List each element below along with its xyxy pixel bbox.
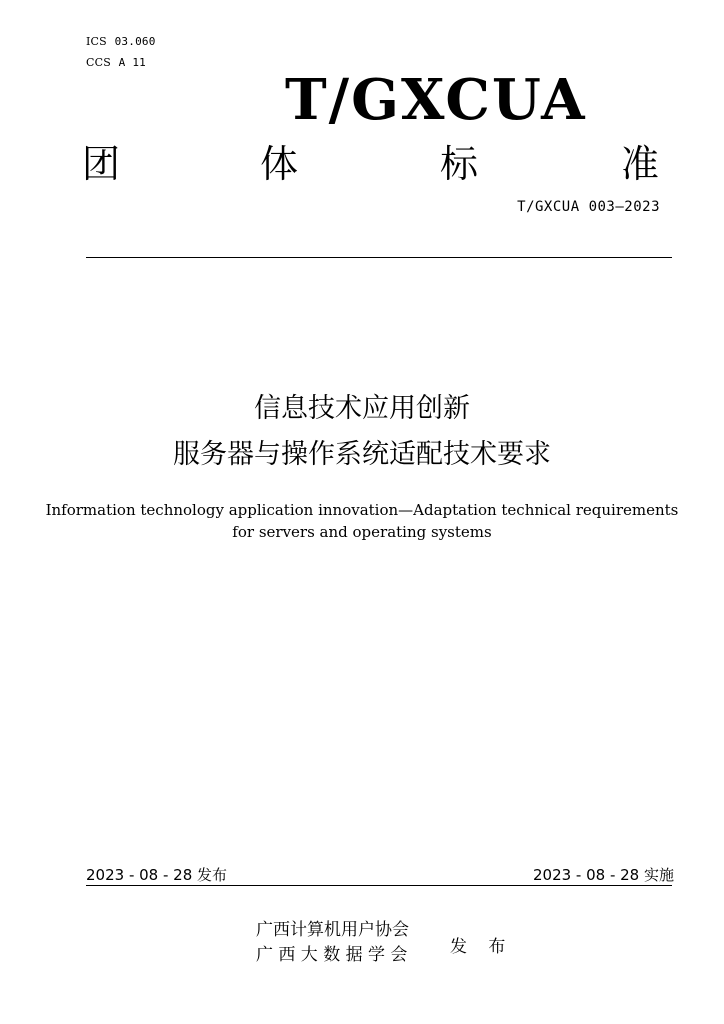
ics-line [86, 35, 156, 48]
standard-type-char-3: 标 [440, 142, 479, 186]
title-chinese-line-2: 服务器与操作系统适配技术要求 [173, 439, 551, 470]
publish-label: 发 布 [450, 937, 514, 957]
standard-brand: T/GXCUA [285, 67, 587, 133]
standard-type-char-2: 体 [260, 142, 299, 186]
publisher-org-1: 广西计算机用户协会 [256, 920, 409, 940]
ics-label: ICS [86, 35, 107, 48]
ccs-line [86, 56, 146, 69]
ccs-value: A 11 [118, 56, 146, 69]
header-divider [86, 257, 672, 258]
footer-divider [86, 885, 672, 886]
ics-value: 03.060 [114, 35, 156, 48]
standard-type-char-1: 团 [82, 142, 121, 186]
implementation-date: 2023 - 08 - 28 实施 [532, 866, 674, 884]
title-english-line-2: for servers and operating systems [232, 523, 492, 541]
standard-type-char-4: 准 [621, 142, 660, 186]
ccs-label: CCS [86, 56, 111, 69]
issue-date: 2023 - 08 - 28 发布 [86, 866, 228, 884]
title-chinese-line-1: 信息技术应用创新 [254, 393, 470, 424]
publisher-org-2: 广 西 大 数 据 学 会 [256, 945, 408, 965]
title-english-line-1: Information technology application innovation—Adaptation technical requirements [45, 501, 679, 519]
standard-number: T/GXCUA 003—2023 [517, 199, 660, 215]
